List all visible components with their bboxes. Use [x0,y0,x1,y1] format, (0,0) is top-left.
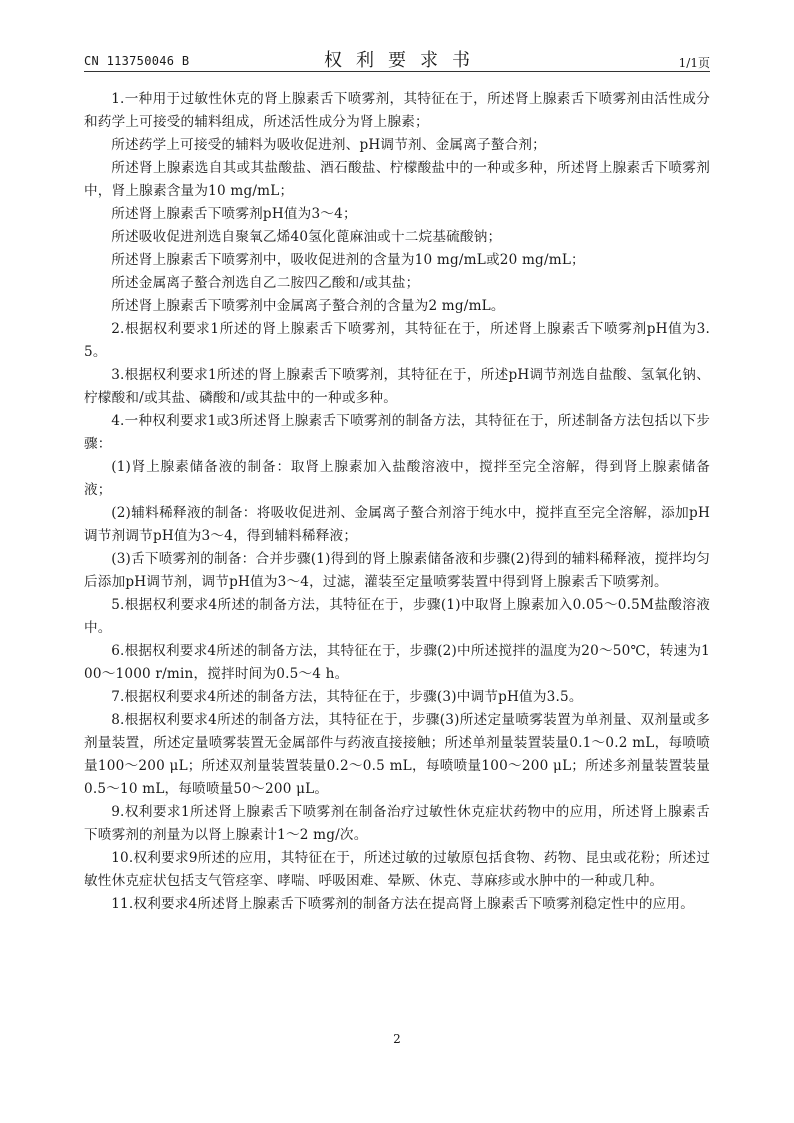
claim-11: 11.权利要求4所述肾上腺素舌下喷雾剂的制备方法在提高肾上腺素舌下喷雾剂稳定性中的应用。 [111,896,695,912]
claim-1-chelator: 所述金属离子螯合剂选自乙二胺四乙酸和/或其盐； [111,275,420,291]
claim-5: 5.根据权利要求4所述的制备方法，其特征在于，步骤(1)中取肾上腺素加入0.05～0.5M盐酸溶液中。 [84,597,710,636]
claim-1-enhancer-content: 所述肾上腺素舌下喷雾剂中，吸收促进剂的含量为10 mg/mL或20 mg/mL； [111,252,585,268]
claim-4-step-2: (2)辅料稀释液的制备：将吸收促进剂、金属离子螯合剂溶于纯水中，搅拌直至完全溶解，添加pH调节剂调节pH值为3～4，得到辅料稀释液； [84,505,710,544]
claim-4-step-3: (3)舌下喷雾剂的制备：合并步骤(1)得到的肾上腺素储备液和步骤(2)得到的辅料稀释液，搅拌均匀后添加pH调节剂，调节pH值为3～4，过滤，灌装至定量喷雾装置中得到肾上腺素舌下喷雾剂。 [84,551,710,590]
claims-body [84,88,710,916]
claim-8: 8.根据权利要求4所述的制备方法，其特征在于，步骤(3)所述定量喷雾装置为单剂量、双剂量或多剂量装置，所述定量喷雾装置无金属部件与药液直接接触；所述单剂量装置装量0.1～0.2 mL，每喷喷量100～200 μL；所述双剂量装置装量0.2～0.5 mL，每喷喷量100～200 μL；所述多剂量装置装量0.5～10 mL，每喷喷量50～200 μL。 [84,712,710,797]
claim-1-excipients: 所述药学上可接受的辅料为吸收促进剂、pH调节剂、金属离子螯合剂； [111,137,546,153]
claim-9: 9.权利要求1所述肾上腺素舌下喷雾剂在制备治疗过敏性休克症状药物中的应用，所述肾上腺素舌下喷雾剂的剂量为以肾上腺素计1～2 mg/次。 [84,804,710,843]
claim-1-epinephrine-source: 所述肾上腺素选自其或其盐酸盐、酒石酸盐、柠檬酸盐中的一种或多种，所述肾上腺素舌下喷雾剂中，肾上腺素含量为10 mg/mL； [84,160,710,199]
patent-number: CN 113750046 B [84,54,190,68]
claim-7: 7.根据权利要求4所述的制备方法，其特征在于，步骤(3)中调节pH值为3.5。 [111,689,583,705]
page-header [84,40,710,72]
claim-1: 1.一种用于过敏性休克的肾上腺素舌下喷雾剂，其特征在于，所述肾上腺素舌下喷雾剂由活性成分和药学上可接受的辅料组成，所述活性成分为肾上腺素； [84,91,710,130]
claim-6: 6.根据权利要求4所述的制备方法，其特征在于，步骤(2)中所述搅拌的温度为20～50℃，转速为100～1000 r/min，搅拌时间为0.5～4 h。 [84,643,710,682]
claim-1-absorption-enhancer: 所述吸收促进剂选自聚氧乙烯40氢化蓖麻油或十二烷基硫酸钠； [111,229,502,245]
page-count: 1/1页 [678,56,710,70]
claim-3: 3.根据权利要求1所述的肾上腺素舌下喷雾剂，其特征在于，所述pH调节剂选自盐酸、氢氧化钠、柠檬酸和/或其盐、磷酸和/或其盐中的一种或多种。 [84,367,710,406]
claim-4: 4.一种权利要求1或3所述肾上腺素舌下喷雾剂的制备方法，其特征在于，所述制备方法包括以下步骤： [84,413,710,452]
document-title: 权利要求书 [324,50,484,71]
page-number: 2 [393,1032,401,1046]
header-divider [84,71,710,72]
claim-1-ph: 所述肾上腺素舌下喷雾剂pH值为3～4； [111,206,357,222]
claim-4-step-1: (1)肾上腺素储备液的制备：取肾上腺素加入盐酸溶液中，搅拌至完全溶解，得到肾上腺素储备液； [84,459,710,498]
claim-1-chelator-content: 所述肾上腺素舌下喷雾剂中金属离子螯合剂的含量为2 mg/mL。 [111,298,505,314]
claim-2: 2.根据权利要求1所述的肾上腺素舌下喷雾剂，其特征在于，所述肾上腺素舌下喷雾剂pH值为3.5。 [84,321,710,360]
claim-10: 10.权利要求9所述的应用，其特征在于，所述过敏的过敏原包括食物、药物、昆虫或花粉；所述过敏性休克症状包括支气管痉挛、哮喘、呼吸困难、晕厥、休克、荨麻疹或水肿中的一种或几种。 [84,850,710,889]
